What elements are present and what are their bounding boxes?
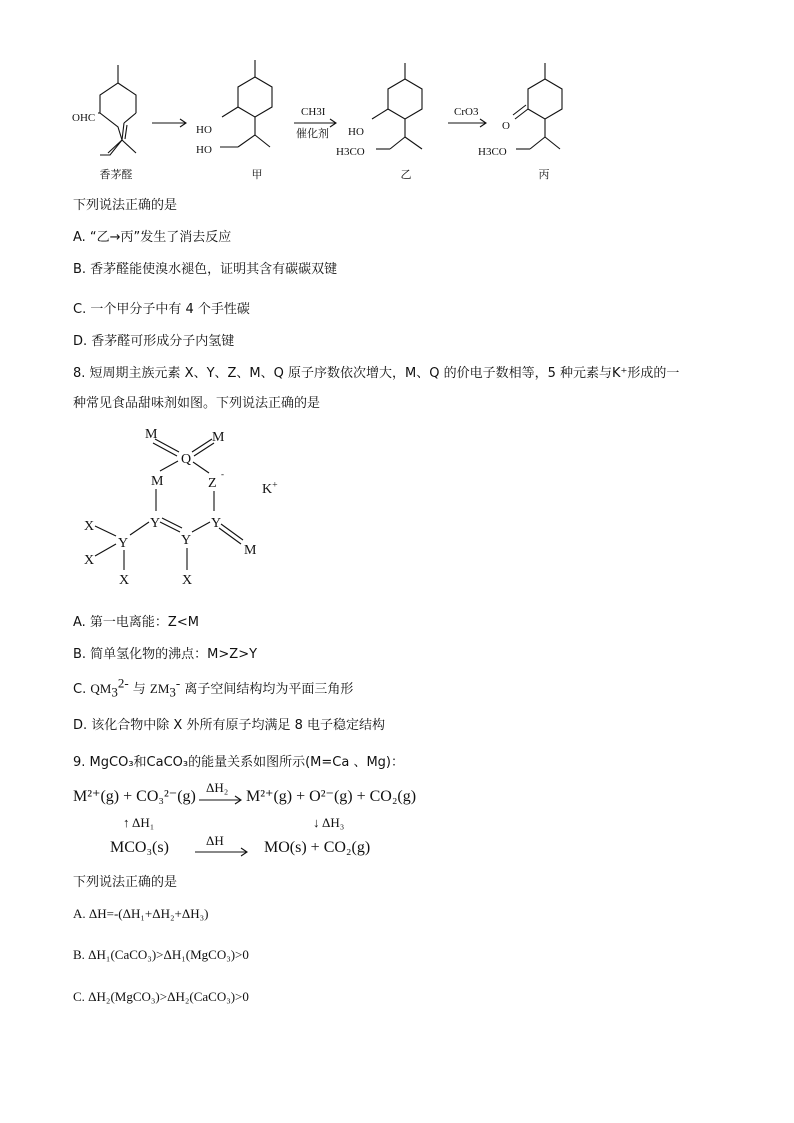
energy-bottom-left: MCO₃(s) [110,839,169,856]
q8-option-d: D. 该化合物中除 X 外所有原子均满足 8 电子稳定结构 [73,718,385,733]
q8-stem-line2: 种常见食品甜味剂如图。下列说法正确的是 [73,396,321,411]
citronellal-structure [72,65,136,155]
q8-option-b: B. 简单氢化物的沸点：M>Z>Y [73,647,258,662]
ho-label-3: HO [348,126,364,138]
label-citronellal: 香茅醛 [99,168,133,181]
q8-option-a: A. 第一电离能：Z<M [73,615,199,630]
q9-question: 下列说法正确的是 [73,875,178,890]
q7-option-d: D. 香茅醛可形成分子内氢键 [73,334,235,349]
o-label: O [502,120,510,132]
atom-m-2: M [212,430,225,445]
atom-y-2: Y [211,516,222,531]
label-bing: 丙 [538,168,550,181]
potassium-cation: K+ [262,479,278,497]
q9-option-c: C. ΔH₂(MgCO₃)>ΔH₂(CaCO₃)>0 [73,989,249,1004]
label-jia: 甲 [251,168,263,181]
ho-label-1: HO [196,124,212,136]
atom-x-2: X [84,553,95,568]
q7-option-c: C. 一个甲分子中有 4 个手性碳 [73,302,250,317]
compound-bing-structure [478,63,562,158]
q7-option-a: A. “乙→丙”发生了消去反应 [73,230,232,245]
atom-y-1: Y [150,516,161,531]
q9-option-b: B. ΔH₁(CaCO₃)>ΔH₁(MgCO₃)>0 [73,947,249,962]
atom-q: Q [181,452,192,467]
energy-dh: ΔH [206,833,224,848]
arrow-dh2 [198,795,244,805]
q9-stem: 9. MgCO₃和CaCO₃的能量关系如图所示(M=Ca 、Mg)： [73,755,404,770]
atom-x-4: X [182,573,193,588]
reaction-scheme [60,55,620,185]
ohc-label: OHC [72,112,96,124]
atom-x-1: X [84,519,95,534]
q7-option-b: B. 香茅醛能使溴水褪色，证明其含有碳碳双键 [73,262,338,277]
q8-option-c: C. $QM_3^{2-}$ 与 $ZM_3^-$ 离子空间结构均为平面三角形 [73,675,354,700]
arrow-dh3: ↓ ΔH₃ [313,815,345,830]
energy-dh2: ΔH₂ [206,780,229,795]
sweetener-structure [78,418,298,596]
ho-label-2: HO [196,144,212,156]
reagent-top: CH3I [301,106,326,118]
atom-m-1: M [145,427,158,442]
reagent-bottom: 催化剂 [296,128,329,140]
charge-minus: - [221,469,224,479]
compound-jia-structure [196,60,272,156]
q8-stem-line1: 8. 短周期主族元素 X、Y、Z、M、Q 原子序数依次增大，M、Q 的价电子数相等，5 种元素与K⁺形成的一 [73,366,680,381]
energy-top-left: M²⁺(g) + CO₃²⁻(g) [73,788,196,805]
label-yi: 乙 [400,168,412,181]
atom-y-4: Y [118,536,129,551]
h3co-label-1: H3CO [336,146,365,158]
q9-option-a: A. ΔH=-(ΔH₁+ΔH₂+ΔH₃) [73,906,209,921]
arrow-dh1: ↑ ΔH₁ [123,815,155,830]
atom-m-3: M [151,474,164,489]
atom-z: Z [208,476,217,491]
compound-yi-structure [336,63,422,158]
energy-top-right: M²⁺(g) + O²⁻(g) + CO₂(g) [246,788,417,805]
atom-y-3: Y [181,533,192,548]
q7-question: 下列说法正确的是 [73,198,178,213]
h3co-label-2: H3CO [478,146,507,158]
atom-m-4: M [244,543,257,558]
atom-x-3: X [119,573,130,588]
reagent2: CrO3 [454,106,479,118]
energy-bottom-right: MO(s) + CO₂(g) [264,839,371,856]
arrow-dh [194,847,250,857]
